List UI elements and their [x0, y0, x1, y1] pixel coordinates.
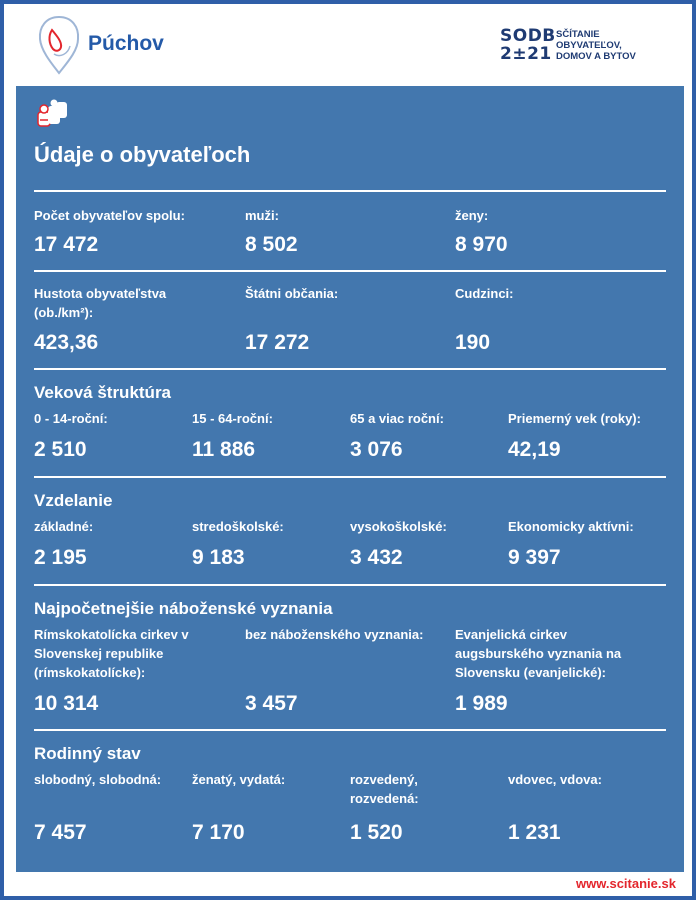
women-value: 8 970 [455, 233, 508, 256]
religion-evangelical-label [455, 625, 621, 682]
website-link[interactable]: www.scitanie.sk [576, 876, 676, 891]
divider [34, 584, 666, 586]
age-15-64-label: 15 - 64-roční: [192, 411, 273, 426]
marital-section-title: Rodinný stav [34, 744, 141, 763]
marital-married-label [192, 770, 285, 789]
education-basic-label: základné: [34, 519, 94, 534]
citizens-value: 17 272 [245, 331, 310, 354]
divider [34, 270, 666, 272]
density-label [34, 284, 166, 322]
logo-text-line: OBYVATEĽOV, [556, 40, 622, 51]
religion-none-label [245, 625, 423, 644]
marital-single-label [34, 770, 161, 789]
education-university-value: 3 432 [350, 546, 403, 569]
religion-evangelical-label-line: Evanjelická cirkev [455, 627, 568, 642]
marital-married-label-line: ženatý, vydatá: [192, 772, 286, 787]
economically-active-value: 9 397 [508, 546, 561, 569]
average-age-value: 42,19 [508, 438, 561, 461]
age-0-14-value: 2 510 [34, 438, 87, 461]
logo-line-2: 2±21 [500, 44, 552, 64]
logo-text [556, 29, 676, 62]
education-secondary-value: 9 183 [192, 546, 245, 569]
religion-section-title: Najpočetnejšie náboženské vyznania [34, 599, 333, 618]
marital-divorced-value: 1 520 [350, 821, 403, 844]
total-population-value: 17 472 [34, 233, 99, 256]
density-value: 423,36 [34, 331, 99, 354]
women-label: ženy: [455, 208, 489, 223]
people-icon [34, 98, 70, 132]
men-label: muži: [245, 208, 279, 223]
religion-evangelical-label-line: augsburského vyznania na [455, 646, 622, 661]
divider [34, 368, 666, 370]
marital-widowed-value: 1 231 [508, 821, 561, 844]
marital-single-label-line: slobodný, slobodná: [34, 772, 162, 787]
sodb-logo [500, 26, 670, 66]
marital-divorced-label-line: rozvedená: [350, 791, 419, 806]
marital-widowed-label-line: vdovec, vdova: [508, 772, 602, 787]
population-panel [16, 86, 684, 872]
marital-married-value: 7 170 [192, 821, 245, 844]
average-age-label: Priemerný vek (roky): [508, 411, 641, 426]
religion-none-value: 3 457 [245, 692, 298, 715]
logo-text-line: DOMOV A BYTOV [556, 51, 636, 62]
men-value: 8 502 [245, 233, 298, 256]
total-population-label: Počet obyvateľov spolu: [34, 208, 185, 223]
density-label-line: (ob./km²): [34, 305, 94, 320]
age-section-title: Veková štruktúra [34, 383, 172, 402]
marital-divorced-label-line: rozvedený, [350, 772, 418, 787]
religion-evangelical-value: 1 989 [455, 692, 508, 715]
divider [34, 729, 666, 731]
logo-text-line: SČÍTANIE [556, 29, 600, 40]
marital-divorced-label [350, 770, 419, 808]
religion-catholic-label [34, 625, 189, 682]
divider [34, 476, 666, 478]
economically-active-label: Ekonomicky aktívni: [508, 519, 634, 534]
age-65-plus-label: 65 a viac roční: [350, 411, 444, 426]
education-section-title: Vzdelanie [34, 491, 113, 510]
foreigners-label: Cudzinci: [455, 286, 514, 301]
town-name: Púchov [88, 32, 164, 55]
marital-single-value: 7 457 [34, 821, 87, 844]
marital-widowed-label [508, 770, 602, 789]
logo-line-1: SODB [500, 26, 556, 46]
panel-title: Údaje o obyvateľoch [34, 142, 251, 167]
age-15-64-value: 11 886 [192, 438, 256, 461]
sodb-logo-mark [500, 26, 556, 66]
education-university-label: vysokoškolské: [350, 519, 447, 534]
citizens-label: Štátni občania: [245, 286, 339, 301]
religion-catholic-value: 10 314 [34, 692, 99, 715]
religion-catholic-label-line: Slovenskej republike [34, 646, 164, 661]
religion-none-label-line: bez náboženského vyznania: [245, 627, 424, 642]
age-0-14-label: 0 - 14-roční: [34, 411, 108, 426]
header [4, 4, 692, 84]
education-secondary-label: stredoškolské: [192, 519, 284, 534]
age-65-plus-value: 3 076 [350, 438, 403, 461]
religion-catholic-label-line: (rímskokatolícke): [34, 665, 146, 680]
density-label-line: Hustota obyvateľstva [34, 286, 167, 301]
religion-catholic-label-line: Rímskokatolícka cirkev v [34, 627, 189, 642]
religion-evangelical-label-line: Slovensku (evanjelické): [455, 665, 607, 680]
foreigners-value: 190 [455, 331, 491, 354]
map-pin-icon [34, 14, 84, 76]
divider [34, 190, 666, 192]
education-basic-value: 2 195 [34, 546, 87, 569]
